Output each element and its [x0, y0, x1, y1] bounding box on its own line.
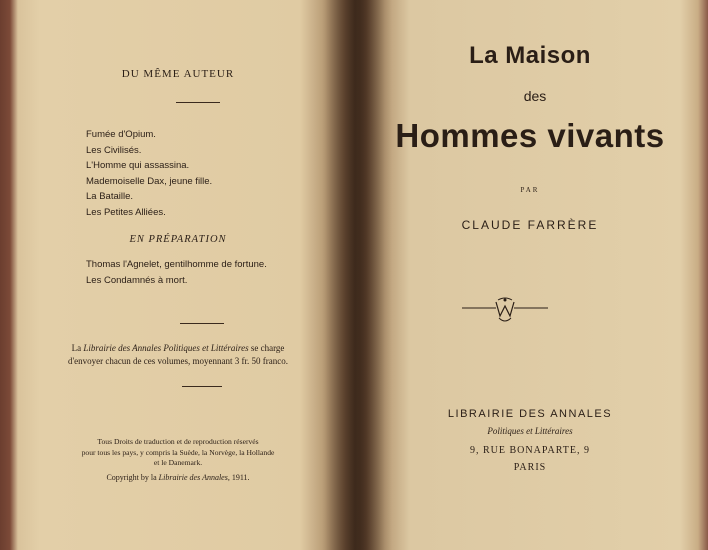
ornament-icon: [462, 296, 548, 326]
title-line-2: Hommes vivants: [395, 117, 665, 154]
list-item: Thomas l'Agnelet, gentilhomme de fortune.: [86, 259, 267, 270]
title-des: des: [523, 88, 547, 104]
notice-line-1: [18, 342, 338, 355]
title-line-1: La Maison: [469, 42, 591, 69]
notice-publisher: Librairie des Annales Politiques et Littéraires: [83, 343, 249, 353]
par-label: PAR: [520, 186, 540, 194]
copyright-publisher: Librairie des Annales: [158, 473, 228, 482]
in-preparation-heading: EN PRÉPARATION: [129, 234, 227, 245]
list-item: Les Civilisés.: [86, 144, 142, 156]
list-item: Les Condamnés à mort.: [86, 274, 188, 286]
list-item: Fumée d'Opium.: [86, 129, 156, 140]
publisher-city: PARIS: [513, 462, 547, 473]
list-item: Mademoiselle Dax, jeune fille.: [86, 175, 213, 187]
notice-suffix: se charge: [248, 343, 285, 353]
publisher-name: LIBRAIRIE DES ANNALES: [447, 408, 613, 420]
divider-rule: [176, 102, 220, 103]
rights-line: et le Danemark.: [153, 458, 203, 467]
list-item: La Bataille.: [86, 191, 134, 202]
list-item: Les Petites Alliées.: [86, 206, 166, 218]
divider-rule: [182, 386, 222, 387]
same-author-heading: DU MÊME AUTEUR: [121, 68, 235, 80]
notice-line-2: d'envoyer chacun de ces volumes, moyennant 3 fr. 50 franco.: [67, 356, 289, 366]
divider-rule: [180, 323, 224, 324]
rights-notice: [18, 437, 338, 469]
works-list: [86, 127, 212, 220]
gutter-shadow: [322, 0, 392, 550]
purchase-notice: [18, 342, 338, 368]
notice-prefix: La: [71, 343, 84, 353]
rights-line: pour tous les pays, y compris la Suède, la Norvège, la Hollande: [81, 447, 275, 457]
publisher-address: 9, RUE BONAPARTE, 9: [470, 445, 590, 456]
author-name: CLAUDE FARRÈRE: [461, 218, 599, 232]
copyright-year: , 1911.: [227, 473, 250, 482]
copyright-prefix: Copyright by la: [106, 473, 159, 482]
copyright-line: [18, 473, 338, 482]
in-preparation-list: [86, 257, 267, 288]
publisher-subtitle: Politiques et Littéraires: [487, 426, 573, 436]
right-page: [362, 0, 698, 550]
left-page: [18, 0, 338, 550]
list-item: L'Homme qui assassina.: [86, 160, 190, 171]
rights-line: Tous Droits de traduction et de reproduction réservés: [97, 437, 259, 446]
